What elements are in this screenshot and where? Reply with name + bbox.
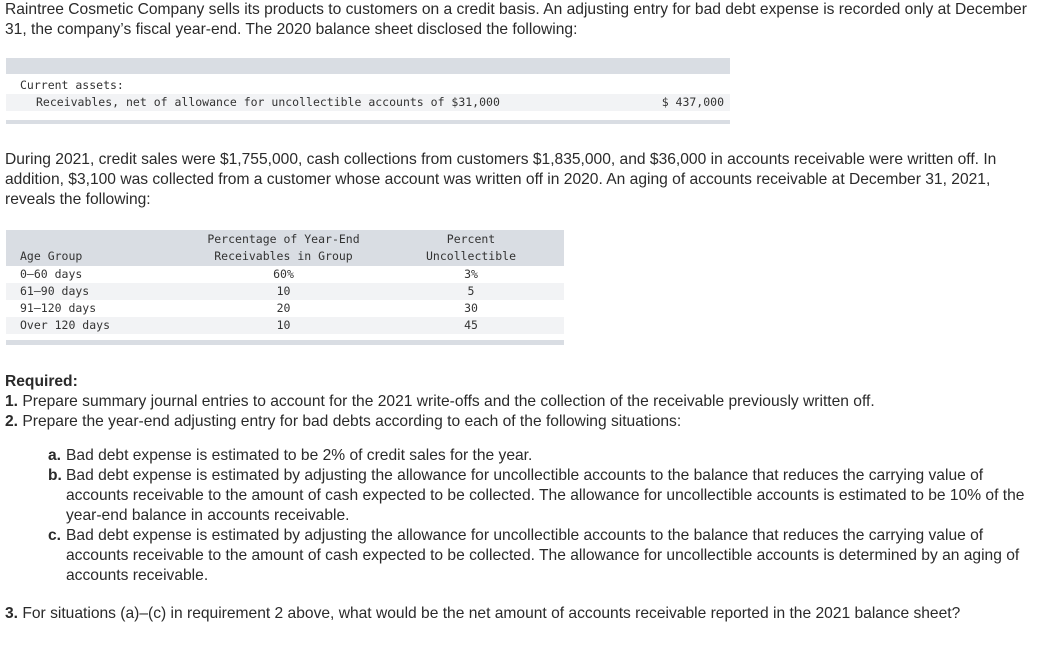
- header-age-group: Age Group: [20, 249, 83, 263]
- age-cell: 61–90 days: [20, 284, 90, 298]
- table-row: [6, 266, 564, 283]
- situation-b: [48, 466, 1035, 526]
- requirement-2-number: 2.: [5, 413, 19, 430]
- required-title: Required:: [5, 373, 78, 390]
- balance-sheet-line-row: [6, 94, 730, 111]
- unc-cell: 3%: [464, 267, 478, 281]
- header-pct-line1: Percentage of Year-End: [207, 232, 360, 246]
- aging-table: [6, 230, 564, 346]
- situations-list: [48, 446, 1035, 586]
- requirement-2-text: Prepare the year-end adjusting entry for bad debts according to each of the following situations:: [22, 413, 682, 430]
- requirement-1-text: Prepare summary journal entries to account for the 2021 write-offs and the collection of the receivable previously written off.: [22, 393, 875, 410]
- balance-sheet-footer-bar: [6, 120, 730, 124]
- header-pct-line2: Receivables in Group: [214, 249, 353, 263]
- balance-sheet-excerpt: [6, 58, 730, 124]
- header-unc-line1: Percent: [446, 232, 496, 246]
- situation-text: Bad debt expense is estimated by adjusting the allowance for uncollectible accounts to the balance that reduces the carrying value of accounts receivable to the amount of cash expected to be collected. The allowance for uncollectible accounts is determined by an aging of accounts receivable.: [66, 527, 1020, 584]
- balance-sheet-section-row: [6, 77, 730, 94]
- aging-table-footer-bar: [6, 340, 564, 345]
- current-assets-label: Current assets:: [20, 78, 124, 92]
- situation-letter: a.: [48, 447, 62, 464]
- situation-text: Bad debt expense is estimated by adjusting the allowance for uncollectible accounts to the balance that reduces the carrying value of accounts receivable to the amount of cash expected to be collected. The allowance for uncollectible accounts is estimated to be 10% of the year-end balance in accounts receivable.: [66, 467, 1025, 524]
- balance-sheet-header-bar: [6, 58, 730, 74]
- required-section: [5, 372, 1035, 624]
- receivables-value: $ 437,000: [661, 95, 724, 109]
- intro-paragraph: Raintree Cosmetic Company sells its products to customers on a credit basis. An adjusting entry for bad debt expense is recorded only at December 31, the company’s fiscal year-end. The 2020 balance sheet disclosed the following:: [5, 1, 1027, 38]
- requirement-1-number: 1.: [5, 393, 19, 410]
- requirement-3-number: 3.: [5, 605, 19, 622]
- table-row: [6, 283, 564, 300]
- table-row: [6, 300, 564, 317]
- header-unc-line2: Uncollectible: [426, 249, 517, 263]
- receivables-label: Receivables, net of allowance for uncollectible accounts of $31,000: [36, 95, 500, 109]
- unc-cell: 30: [464, 301, 478, 315]
- age-cell: 91–120 days: [20, 301, 97, 315]
- pct-cell: 10: [276, 318, 291, 332]
- requirement-2: [5, 412, 1035, 432]
- situation-c: [48, 526, 1035, 586]
- pct-cell: 60%: [273, 267, 294, 281]
- pct-cell: 10: [276, 284, 291, 298]
- situation-letter: c.: [48, 527, 62, 544]
- age-cell: 0–60 days: [20, 267, 83, 281]
- age-cell: Over 120 days: [20, 318, 111, 332]
- during-2021-paragraph: During 2021, credit sales were $1,755,000, cash collections from customers $1,835,000, and $36,000 in accounts receivable were written off. In addition, $3,100 was collected from a customer whose account was written off in 2020. An aging of accounts receivable at December 31, 2021, reveals the following:: [5, 151, 997, 208]
- requirement-3: [5, 604, 1035, 624]
- situation-text: Bad debt expense is estimated to be 2% of credit sales for the year.: [66, 447, 533, 464]
- requirement-1: [5, 392, 1035, 412]
- aging-table-header: [6, 230, 564, 266]
- unc-cell: 5: [467, 284, 475, 298]
- requirement-3-text: For situations (a)–(c) in requirement 2 above, what would be the net amount of accounts receivable reported in the 2021 balance sheet?: [22, 605, 961, 622]
- situation-letter: b.: [48, 467, 62, 484]
- situation-a: [48, 446, 1035, 466]
- unc-cell: 45: [464, 318, 478, 332]
- table-row: [6, 317, 564, 334]
- pct-cell: 20: [276, 301, 291, 315]
